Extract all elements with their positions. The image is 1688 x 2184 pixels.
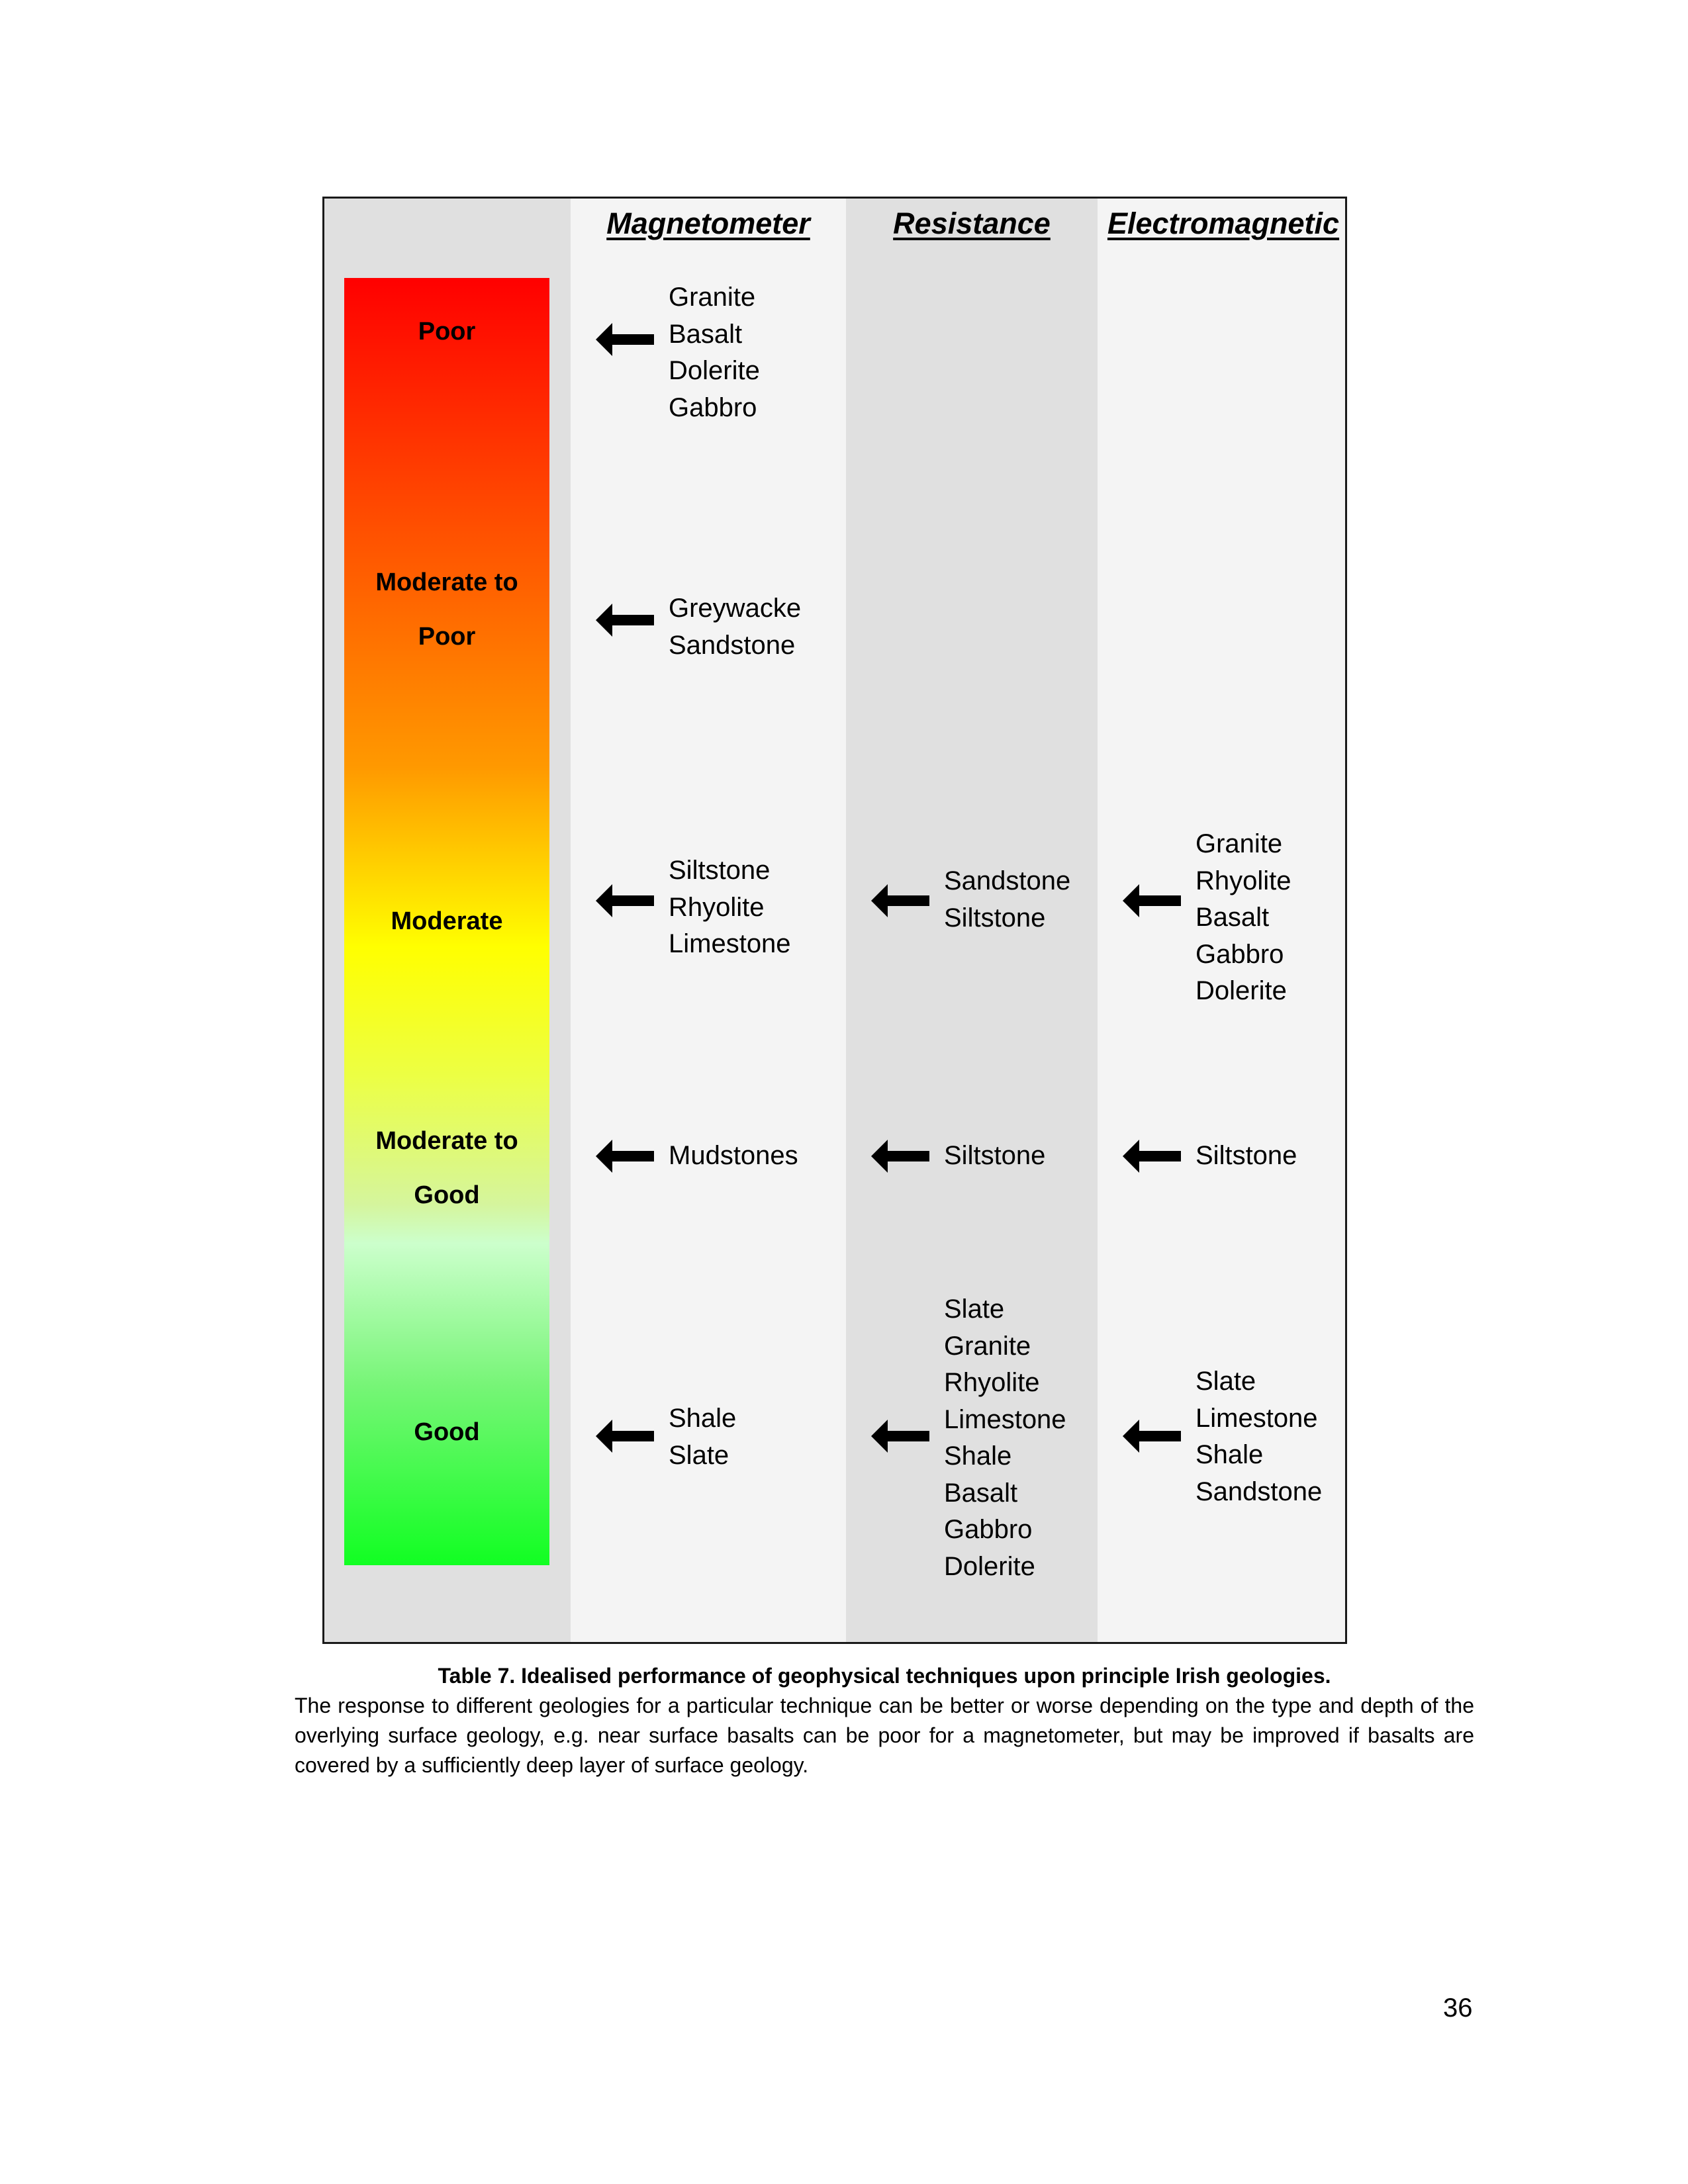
magnetometer-good-items xyxy=(669,1400,736,1474)
rock-item: Basalt xyxy=(944,1478,1018,1508)
rock-item: Siltstone xyxy=(1196,1141,1297,1170)
arrow-left-icon xyxy=(596,1140,654,1173)
arrow-left-icon xyxy=(1123,1420,1181,1453)
rock-item: Rhyolite xyxy=(1196,866,1291,895)
resistance-column xyxy=(846,199,1098,1642)
arrow-left-icon xyxy=(871,884,929,917)
performance-figure xyxy=(322,197,1347,1644)
magnetometer-moderate-to-good-items xyxy=(669,1138,798,1175)
arrow-left-icon xyxy=(871,1140,929,1173)
magnetometer-moderate-items xyxy=(669,852,791,963)
rock-item: Dolerite xyxy=(669,356,760,385)
resistance-good-items xyxy=(944,1291,1066,1585)
scale-label-poor: Poor xyxy=(418,318,476,345)
table-caption xyxy=(295,1661,1474,1780)
rock-item: Shale xyxy=(1196,1440,1264,1469)
resistance-moderate-to-good-items xyxy=(944,1138,1045,1175)
arrow-left-icon xyxy=(596,323,654,356)
rock-item: Slate xyxy=(944,1295,1005,1324)
rock-item: Limestone xyxy=(669,929,791,958)
magnetometer-moderate-to-poor-items xyxy=(669,590,801,664)
scale-label-moderate: Moderate xyxy=(391,907,503,935)
rock-item: Granite xyxy=(669,283,756,312)
rock-item: Siltstone xyxy=(669,856,771,885)
scale-label-moderate-to-good-2: Good xyxy=(414,1181,480,1209)
rock-item: Dolerite xyxy=(1196,976,1287,1005)
rock-item: Slate xyxy=(1196,1367,1256,1396)
electromagnetic-column xyxy=(1098,199,1347,1642)
arrow-left-icon xyxy=(1123,1140,1181,1173)
arrow-left-icon xyxy=(596,884,654,917)
scale-label-moderate-to-poor-1: Moderate to xyxy=(375,569,518,596)
rock-item: Sandstone xyxy=(669,630,796,660)
magnetometer-poor-items xyxy=(669,279,760,426)
rock-item: Dolerite xyxy=(944,1551,1035,1581)
arrow-left-icon xyxy=(596,1420,654,1453)
scale-label-moderate-to-poor-2: Poor xyxy=(418,623,476,651)
rock-item: Shale xyxy=(944,1441,1012,1471)
resistance-moderate-items xyxy=(944,863,1070,936)
rock-item: Siltstone xyxy=(944,903,1046,933)
rock-item: Sandstone xyxy=(944,866,1071,895)
rock-item: Gabbro xyxy=(669,392,757,422)
rock-item: Slate xyxy=(669,1440,729,1470)
arrow-left-icon xyxy=(1123,884,1181,917)
rock-item: Limestone xyxy=(944,1404,1066,1434)
electromagnetic-header: Electromagnetic xyxy=(1107,206,1340,240)
performance-gradient-bar xyxy=(344,278,549,1565)
arrow-left-icon xyxy=(596,604,654,637)
resistance-header: Resistance xyxy=(893,206,1051,240)
rock-item: Mudstones xyxy=(669,1141,798,1170)
rock-item: Rhyolite xyxy=(669,892,765,922)
magnetometer-column xyxy=(571,199,846,1642)
magnetometer-header: Magnetometer xyxy=(606,206,810,240)
rock-item: Granite xyxy=(944,1331,1031,1361)
scale-label-moderate-to-good-1: Moderate to xyxy=(375,1127,518,1155)
rock-item: Greywacke xyxy=(669,594,802,623)
scale-label-good: Good xyxy=(414,1418,480,1446)
caption-text: The response to different geologies for a particular technique can be better or worse depending on the type and depth of the overlying surface geology, e.g. near surface basalts can be poor for a magnetometer, but may be improved if basalts are covered by a sufficiently deep layer of surface geology. xyxy=(295,1694,1474,1777)
arrow-left-icon xyxy=(871,1420,929,1453)
caption-title: Table 7. Idealised performance of geophysical techniques upon principle Irish geologies. xyxy=(438,1664,1331,1688)
electromagnetic-moderate-to-good-items xyxy=(1196,1138,1297,1175)
rock-item: Gabbro xyxy=(1196,939,1284,969)
scale-column xyxy=(324,199,571,1642)
rock-item: Sandstone xyxy=(1196,1477,1323,1506)
rock-item: Granite xyxy=(1196,829,1283,858)
electromagnetic-moderate-items xyxy=(1196,826,1291,1010)
rock-item: Shale xyxy=(669,1404,737,1433)
rock-item: Gabbro xyxy=(944,1515,1033,1544)
rock-item: Rhyolite xyxy=(944,1368,1040,1397)
rock-item: Limestone xyxy=(1196,1403,1318,1433)
rock-item: Siltstone xyxy=(944,1141,1046,1170)
rock-item: Basalt xyxy=(1196,903,1270,932)
electromagnetic-good-items xyxy=(1196,1363,1322,1510)
rock-item: Basalt xyxy=(669,319,743,349)
page-number: 36 xyxy=(1443,1993,1473,2023)
